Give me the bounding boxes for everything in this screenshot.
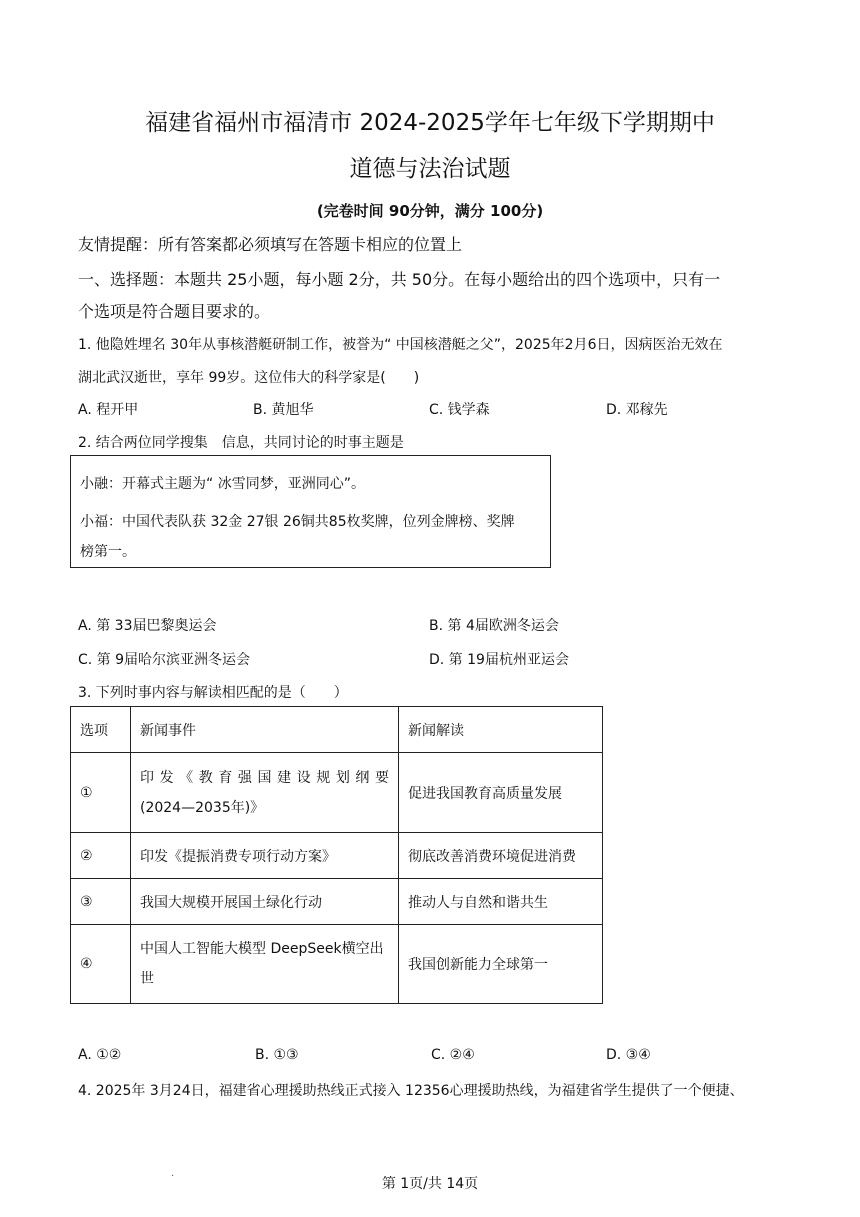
q2-box-line2: 小福：中国代表队获 32金 27银 26铜共85枚奖牌，位列金牌榜、奖牌 — [80, 514, 515, 530]
footer-dot: . — [171, 1168, 175, 1179]
q2-stem: 2. 结合两位同学搜集 信息，共同讨论的时事主题是 — [78, 435, 404, 451]
q4-stem-line1: 4. 2025年 3月24日，福建省心理援助热线正式接入 12356心理援助热线，为福建省学生提供了一个便捷、 — [78, 1083, 744, 1099]
row-interpretation: 彻底改善消费环境促进消费 — [399, 833, 603, 879]
q1-option-a: A. 程开甲 — [78, 402, 139, 418]
row-interpretation: 促进我国教育高质量发展 — [399, 753, 603, 833]
row-event: 我国大规模开展国土绿化行动 — [131, 879, 399, 925]
row-number: ④ — [71, 925, 131, 1004]
q1-option-c: C. 钱学森 — [429, 402, 490, 418]
q1-option-b: B. 黄旭华 — [253, 402, 314, 418]
exam-title-line2: 道德与法治试题 — [349, 156, 511, 182]
row-event-line2: (2024—2035年)》 — [140, 799, 265, 816]
q3-stem: 3. 下列时事内容与解读相匹配的是（ ） — [78, 685, 348, 701]
exam-info: (完卷时间 90分钟，满分 100分) — [316, 202, 544, 220]
header-option: 选项 — [71, 707, 131, 753]
q2-info-box — [70, 455, 551, 568]
q3-option-b: B. ①③ — [255, 1047, 299, 1063]
q1-option-d: D. 邓稼先 — [606, 402, 668, 418]
row-event: 印发《提振消费专项行动方案》 — [131, 833, 399, 879]
header-interpretation: 新闻解读 — [399, 707, 603, 753]
q3-option-a: A. ①② — [78, 1047, 122, 1063]
q1-stem-line2: 湖北武汉逝世，享年 99岁。这位伟大的科学家是( ) — [78, 370, 420, 386]
q3-news-table — [70, 706, 603, 1004]
row-interpretation: 推动人与自然和谐共生 — [399, 879, 603, 925]
q2-box-line3: 榜第一。 — [80, 544, 136, 560]
section-heading-line1: 一、选择题：本题共 25小题，每小题 2分，共 50分。在每小题给出的四个选项中，只有一 — [78, 270, 721, 289]
q1-stem-line1: 1. 他隐姓埋名 30年从事核潜艇研制工作，被誉为“ 中国核潜艇之父”，2025年2月6日，因病医治无效在 — [78, 337, 723, 353]
row-number: ③ — [71, 879, 131, 925]
q2-option-a: A. 第 33届巴黎奥运会 — [78, 618, 217, 634]
q3-option-d: D. ③④ — [606, 1047, 651, 1063]
q2-option-c: C. 第 9届哈尔滨亚洲冬运会 — [78, 652, 251, 668]
exam-title-line1: 福建省福州市福清市 2024-2025学年七年级下学期期中 — [145, 110, 715, 136]
q2-option-d: D. 第 19届杭州亚运会 — [429, 652, 569, 668]
row-event — [131, 925, 399, 1004]
row-event-line1: 印发《教育强国建设规划纲要 — [140, 769, 389, 786]
row-event — [131, 753, 399, 833]
table-row — [71, 833, 603, 879]
header-event: 新闻事件 — [131, 707, 399, 753]
table-header-row — [71, 707, 603, 753]
row-number: ① — [71, 753, 131, 833]
row-event-line2: 世 — [140, 971, 154, 987]
row-event-line1: 中国人工智能大模型 DeepSeek横空出 — [140, 941, 384, 957]
q2-option-b: B. 第 4届欧洲冬运会 — [429, 618, 559, 634]
table-row — [71, 925, 603, 1004]
row-interpretation: 我国创新能力全球第一 — [399, 925, 603, 1004]
table-row — [71, 753, 603, 833]
q2-box-line1: 小融：开幕式主题为“ 冰雪同梦，亚洲同心”。 — [80, 476, 365, 492]
row-number: ② — [71, 833, 131, 879]
q3-option-c: C. ②④ — [431, 1047, 475, 1063]
section-heading-line2: 个选项是符合题目要求的。 — [78, 302, 271, 321]
page-number: 第 1页/共 14页 — [381, 1176, 479, 1192]
table-row — [71, 879, 603, 925]
reminder-text: 友情提醒：所有答案都必须填写在答题卡相应的位置上 — [78, 235, 463, 254]
